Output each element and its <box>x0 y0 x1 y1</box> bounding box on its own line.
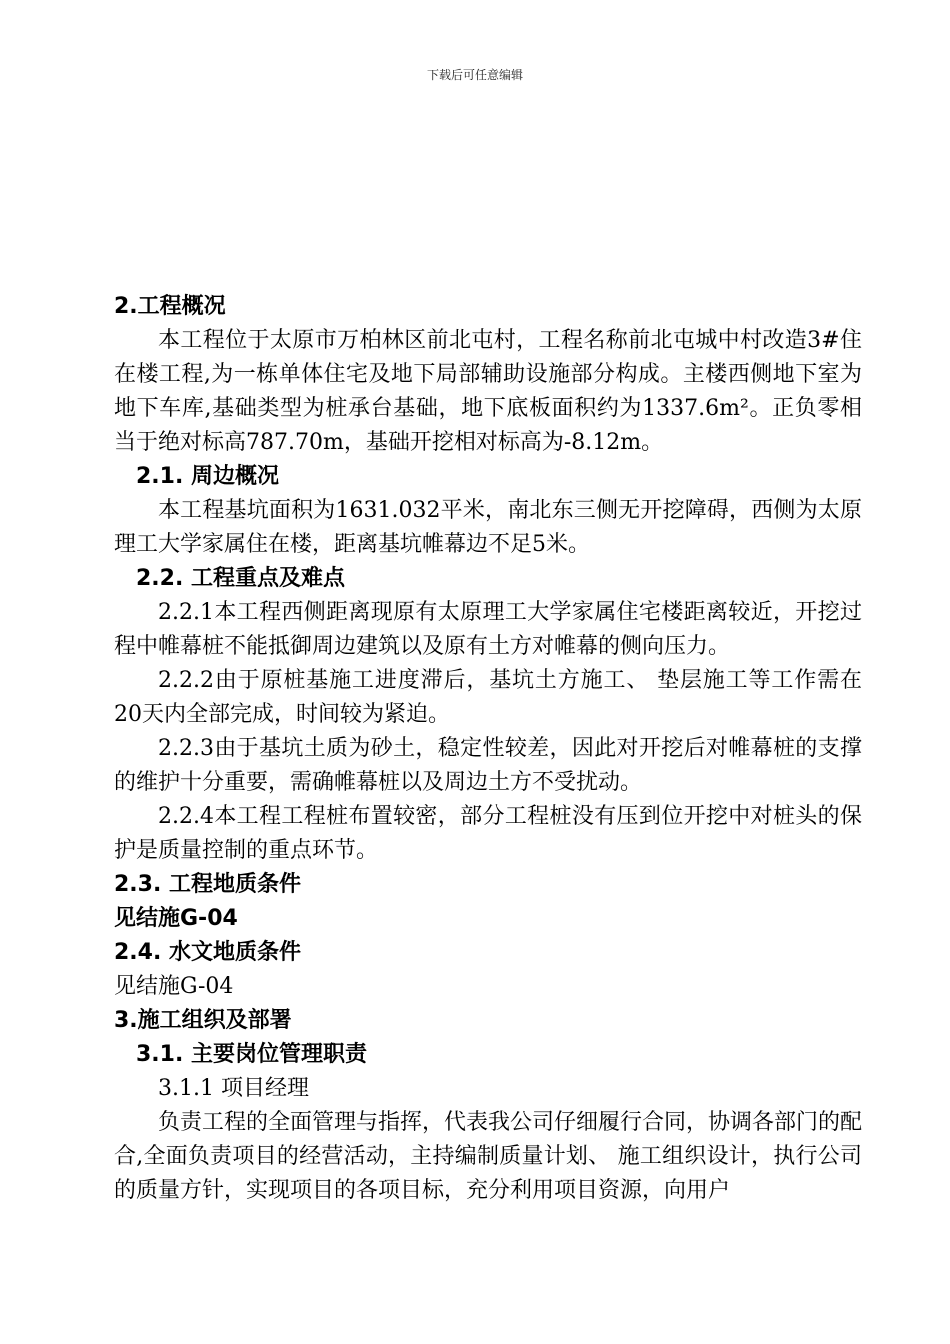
paragraph-project-overview: 本工程位于太原市万柏林区前北屯村，工程名称前北屯城中村改造3#住在楼工程,为一栋单体住宅及地下局部辅助设施部分构成。主楼西侧地下室为地下车库,基础类型为桩承台基础，地下底板面积约为1337.6m²。正负零相当于绝对标高787.70m，基础开挖相对标高为-8.12m。 <box>114 328 862 455</box>
page-header-note: 下载后可任意编辑 <box>426 68 523 82</box>
document-body <box>114 290 862 1208</box>
section-heading-3: 3.施工组织及部署 <box>114 1008 292 1033</box>
paragraph-key-point-2: 2.2.2由于原桩基施工进度滞后，基坑土方施工、 垫层施工等工作需在20天内全部完成，时间较为紧迫。 <box>114 668 862 727</box>
paragraph-key-point-4: 2.2.4本工程工程桩布置较密，部分工程桩没有压到位开挖中对桩头的保护是质量控制的重点环节。 <box>114 804 862 863</box>
subsection-heading-3-1: 3.1. 主要岗位管理职责 <box>136 1042 367 1067</box>
subsection-heading-2-3: 2.3. 工程地质条件 <box>114 872 301 897</box>
item-heading-3-1-1: 3.1.1 项目经理 <box>158 1076 309 1101</box>
paragraph-key-point-1: 2.2.1本工程西侧距离现原有太原理工大学家属住宅楼距离较近，开挖过程中帷幕桩不能抵御周边建筑以及原有土方对帷幕的侧向压力。 <box>114 600 862 659</box>
reference-hydrology: 见结施G-04 <box>114 974 234 999</box>
subsection-heading-2-2: 2.2. 工程重点及难点 <box>136 566 345 591</box>
paragraph-key-point-3: 2.2.3由于基坑土质为砂土，稳定性较差，因此对开挖后对帷幕桩的支撑的维护十分重要，需确帷幕桩以及周边土方不受扰动。 <box>114 736 862 795</box>
subsection-heading-2-4: 2.4. 水文地质条件 <box>114 940 301 965</box>
section-heading-2: 2.工程概况 <box>114 294 226 319</box>
paragraph-manager-duties: 负责工程的全面管理与指挥，代表我公司仔细履行合同，协调各部门的配合,全面负责项目的经营活动，主持编制质量计划、 施工组织设计，执行公司的质量方针，实现项目的各项目标，充分利用项目资源，向用户 <box>114 1110 863 1203</box>
reference-geology: 见结施G-04 <box>114 906 238 931</box>
subsection-heading-2-1: 2.1. 周边概况 <box>136 464 279 489</box>
paragraph-surroundings: 本工程基坑面积为1631.032平米，南北东三侧无开挖障碍，西侧为太原理工大学家属住在楼，距离基坑帷幕边不足5米。 <box>114 498 862 557</box>
